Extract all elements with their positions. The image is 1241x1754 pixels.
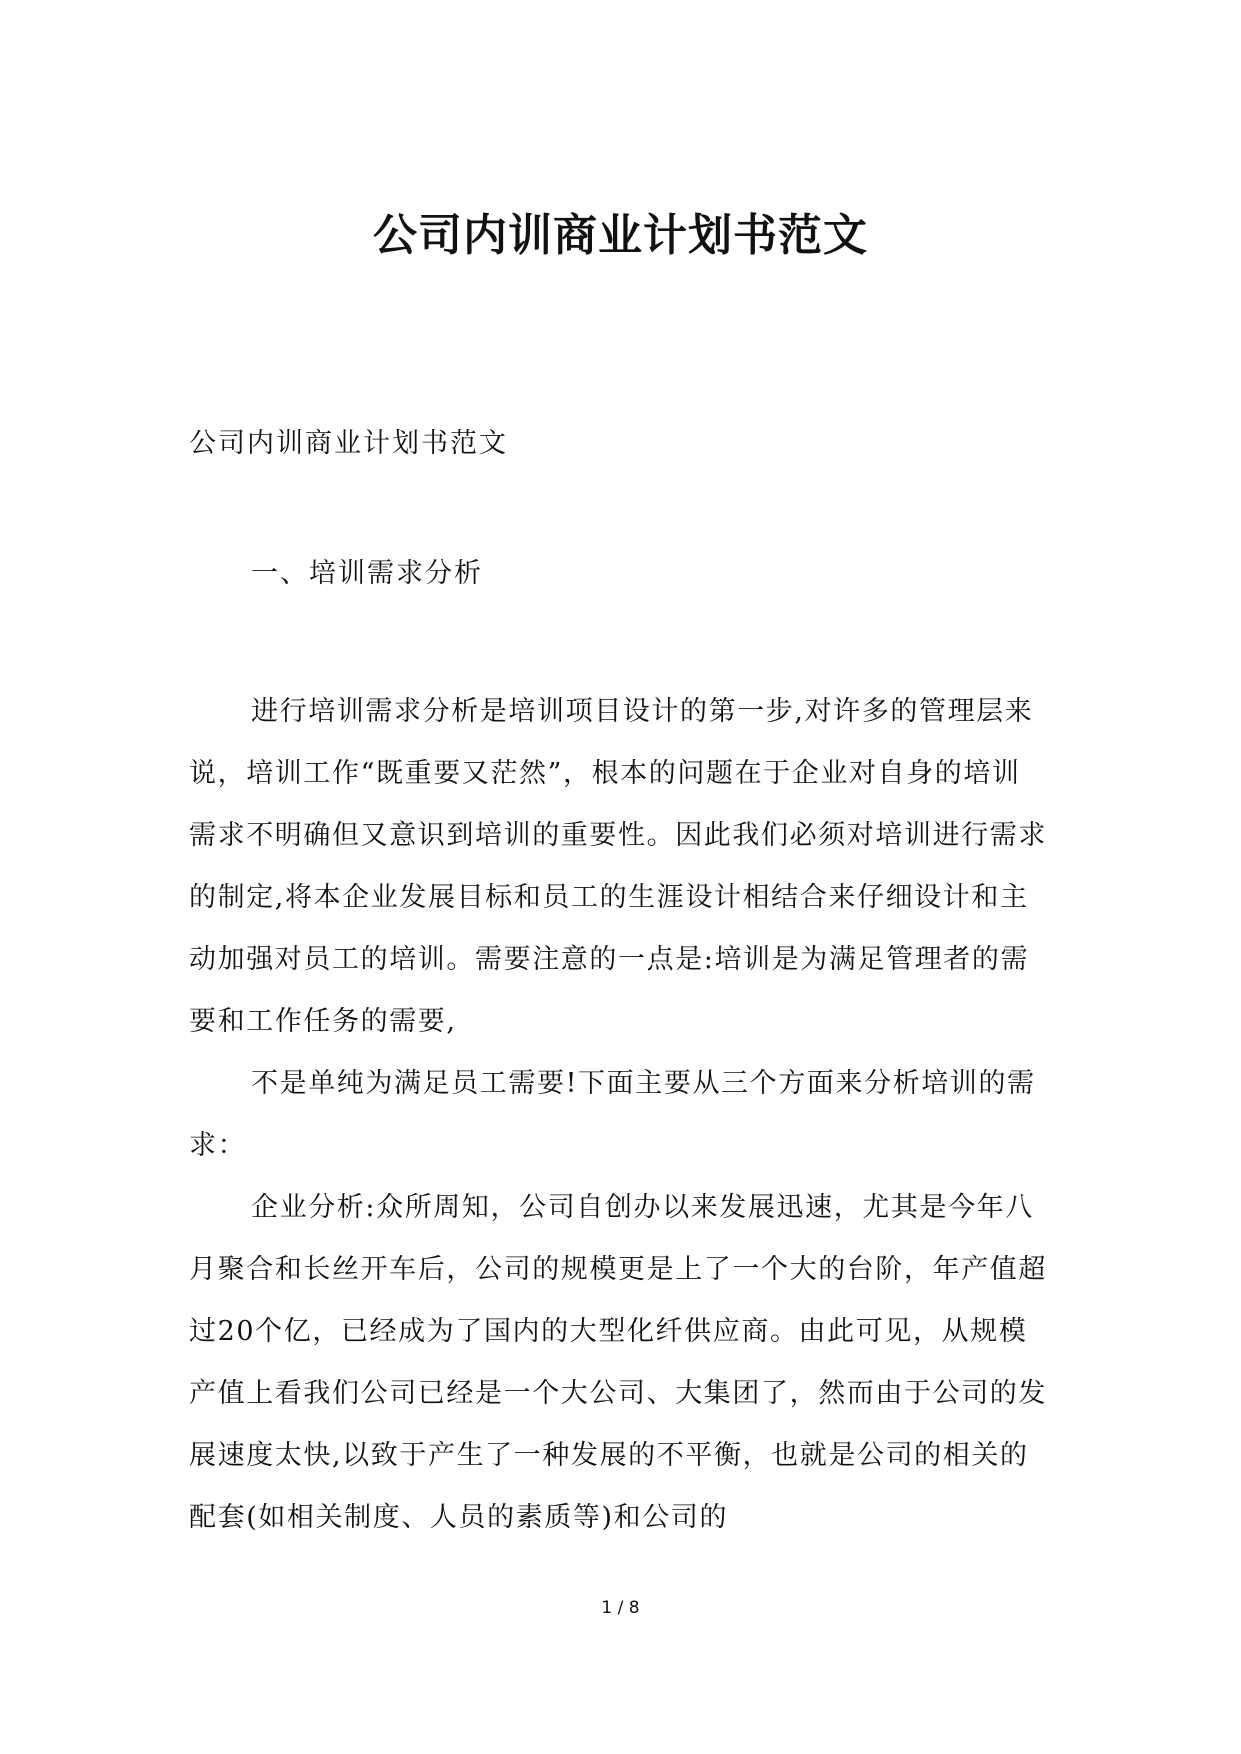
section-heading: 一、培训需求分析 [251, 558, 483, 589]
document-title: 公司内训商业计划书范文 [373, 210, 868, 261]
page-number: 1 / 8 [601, 1598, 640, 1618]
document-body [189, 681, 1049, 1549]
paragraph: 进行培训需求分析是培训项目设计的第一步,对许多的管理层来说，培训工作“既重要又茫然”，根本的问题在于企业对自身的培训需求不明确但又意识到培训的重要性。因此我们必须对培训进行需求的制定,将本企业发展目标和员工的生涯设计相结合来仔细设计和主动加强对员工的培训。需要注意的一点是:培训是为满足管理者的需要和工作任务的需要, [189, 696, 1047, 1037]
paragraph: 企业分析:众所周知，公司自创办以来发展迅速，尤其是今年八月聚合和长丝开车后，公司的规模更是上了一个大的台阶，年产值超过20个亿，已经成为了国内的大型化纤供应商。由此可见，从规模产值上看我们公司已经是一个大公司、大集团了，然而由于公司的发展速度太快,以致于产生了一种发展的不平衡，也就是公司的相关的配套(如相关制度、人员的素质等)和公司的 [189, 1192, 1047, 1533]
paragraph: 不是单纯为满足员工需要!下面主要从三个方面来分析培训的需求： [189, 1068, 1036, 1161]
document-subtitle: 公司内训商业计划书范文 [189, 428, 508, 459]
